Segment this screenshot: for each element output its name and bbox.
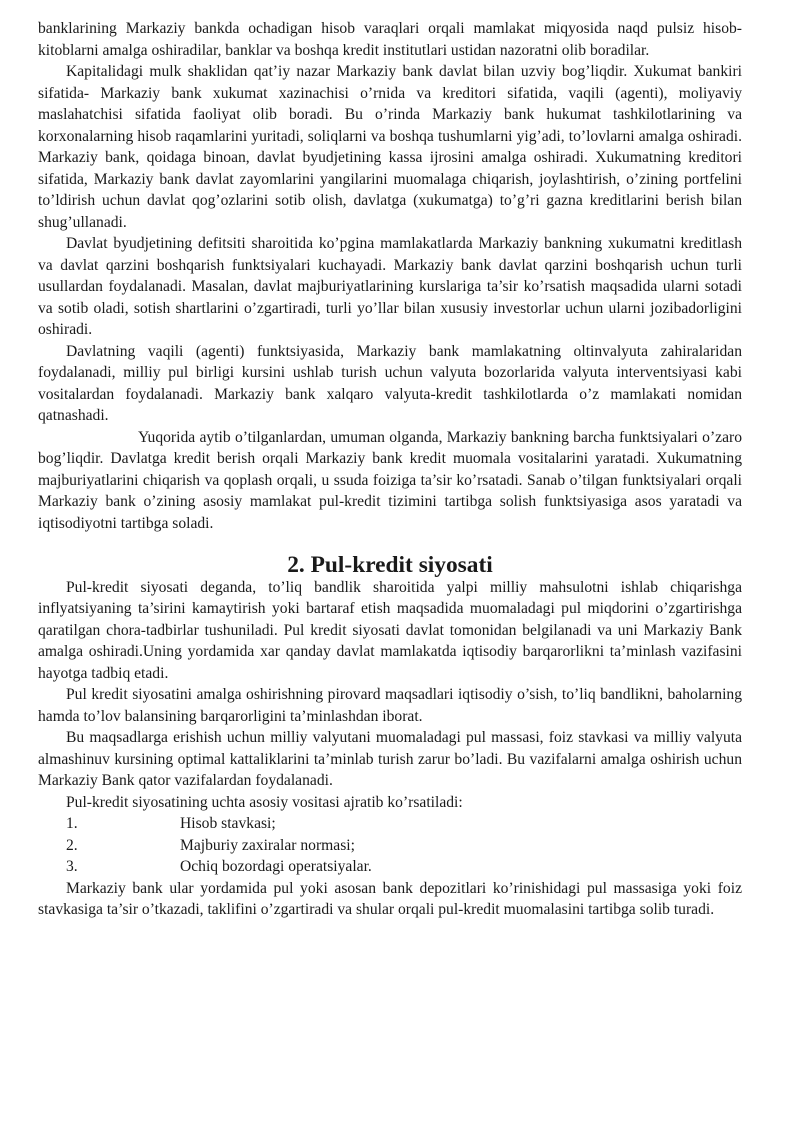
paragraph-policy-tasks: Bu maqsadlarga erishish uchun milliy valyutani muomaladagi pul massasi, foiz stavkasi va milliy valyuta almashinuv kursining optimal kattaliklarini ta’minlab turish zarur bo’ladi. Bu vazifalarni amalga oshirish uchun Markaziy Bank qator vazifalardan foydalanadi. <box>38 729 742 789</box>
paragraph-policy-goals: Pul kredit siyosatini amalga oshirishning pirovard maqsadlari iqtisodiy o’sish, to’liq bandlikni, baholarning hamda to’lov balansining barqarorligini ta’minlashdan iborat. <box>38 686 742 725</box>
list-number: 1. <box>66 815 78 832</box>
list-text: Hisob stavkasi; <box>180 815 276 832</box>
list-item <box>38 813 742 835</box>
list-text: Majburiy zaxiralar normasi; <box>180 836 355 854</box>
list-item <box>38 856 742 878</box>
paragraph-central-bank-government: Kapitalidagi mulk shaklidan qat’iy nazar Markaziy bank davlat bilan uzviy bog’liqdir. Xukumat bankiri sifatida- Markaziy bank xukumat xazinachisi o’rnida va kreditori sifatida, vaqili (agenti), moliyaviy maslahatchisi sifatida faoliyat olib boradi. Bu o’rinda Markaziy bank hukumat tashkilotlarining va korxonalarning hisob raqamlarini yuritadi, soliqlarni va boshqa tushumlarni yig’adi, to’lovlarni amalga oshiradi. Markaziy bank, qoidaga binoan, davlat byudjetining kassa ijrosini amalga oshiradi. Xukumatning kreditori sifatida, Markaziy bank davlat zayomlarini yangilarini muomalaga chiqarish, joylashtirish, o’zining portfelini to’ldirish uchun davlat qog’ozlarini sotib olish, davlatga (xukumatga) to’g’ri gazna kreditlarini berish bilan shug’ullanadi. <box>38 63 742 231</box>
paragraph-continuation: banklarining Markaziy bankda ochadigan hisob varaqlari orqali mamlakat miqyosida naqd pulsiz hisob-kitoblarni amalga oshiradilar, banklar va boshqa kredit institutlari ustidan nazoratni olib boradilar. <box>38 20 742 59</box>
list-item <box>38 835 742 857</box>
document-page <box>38 18 742 921</box>
paragraph-monetary-policy-definition: Pul-kredit siyosati deganda, to’liq bandlik sharoitida yalpi milliy mahsulotni ishlab chiqarishga inflyatsiyaning ta’sirini kamaytirish yoki bartaraf etish maqsadida muomaladagi pul miqdorini o’zgartirishga qaratilgan chora-tadbirlar tushuniladi. Pul kredit siyosati davlat tomonidan belgilanadi va uni Markaziy Bank amalga oshiradi.Uning yordamida xar qanday davlat mamlakatda iqtisodiy barqarorlikni ta’minlash vazifasini hayotga tadbiq etadi. <box>38 578 742 682</box>
paragraph-budget-deficit: Davlat byudjetining defitsiti sharoitida ko’pgina mamlakatlarda Markaziy bankning xukumatni kreditlash va davlat qarzini boshqarish funktsiyalari kuchayadi. Markaziy bank davlat qarzini boshqarish uchun turli usullardan foydalanadi. Masalan, davlat majburiyatlarining kurslariga ta’sir ko’rsatish maqsadida ularni sotadi va sotib oladi, sotish shartlarini o’zgartiradi, turli yo’llar bilan xususiy investorlar uchun ularni jozibadorligini oshiradi. <box>38 235 742 338</box>
list-number: 2. <box>66 836 78 854</box>
list-text: Ochiq bozordagi operatsiyalar. <box>180 858 372 875</box>
section-heading: 2. Pul-kredit siyosati <box>287 552 493 578</box>
list-number: 3. <box>66 858 78 875</box>
paragraph-summary: Yuqorida aytib o’tilganlardan, umuman olganda, Markaziy bankning barcha funktsiyalari o’zaro bog’liqdir. Davlatga kredit berish orqali Markaziy bank kredit muomala vositalarini yaratadi. Xukumatning majburiyatlarini chiqarish va qoplash orqali, u ssuda foiziga ta’sir ko’rsatadi. Sanab o’tilgan funktsiyalari orqali Markaziy bank o’zining asosiy mamlakat pul-kredit tizimini tartibga solish funktsiyasiga asos yaratadi va iqtisodiyotni tartibga soladi. <box>38 428 742 532</box>
paragraph-agent-function: Davlatning vaqili (agenti) funktsiyasida, Markaziy bank mamlakatning oltinvalyuta zahiralaridan foydalanadi, milliy pul birligi kursini ushlab turish uchun valyuta bozorlarida valyuta interventsiyasi kabi vositalardan foydalanadi. Markaziy bank xalqaro valyuta-kredit tashkilotlarda o’z mamlakati nomidan qatnashadi. <box>38 342 742 424</box>
paragraph-closing: Markaziy bank ular yordamida pul yoki asosan bank depozitlari ko’rinishidagi pul massasiga yoki foiz stavkasiga ta’sir o’tkazadi, taklifini o’zgartiradi va shular orqali pul-kredit muomalasini tartibga solib turadi. <box>38 879 742 918</box>
paragraph-instruments-intro: Pul-kredit siyosatining uchta asosiy vositasi ajratib ko’rsatiladi: <box>66 793 463 811</box>
